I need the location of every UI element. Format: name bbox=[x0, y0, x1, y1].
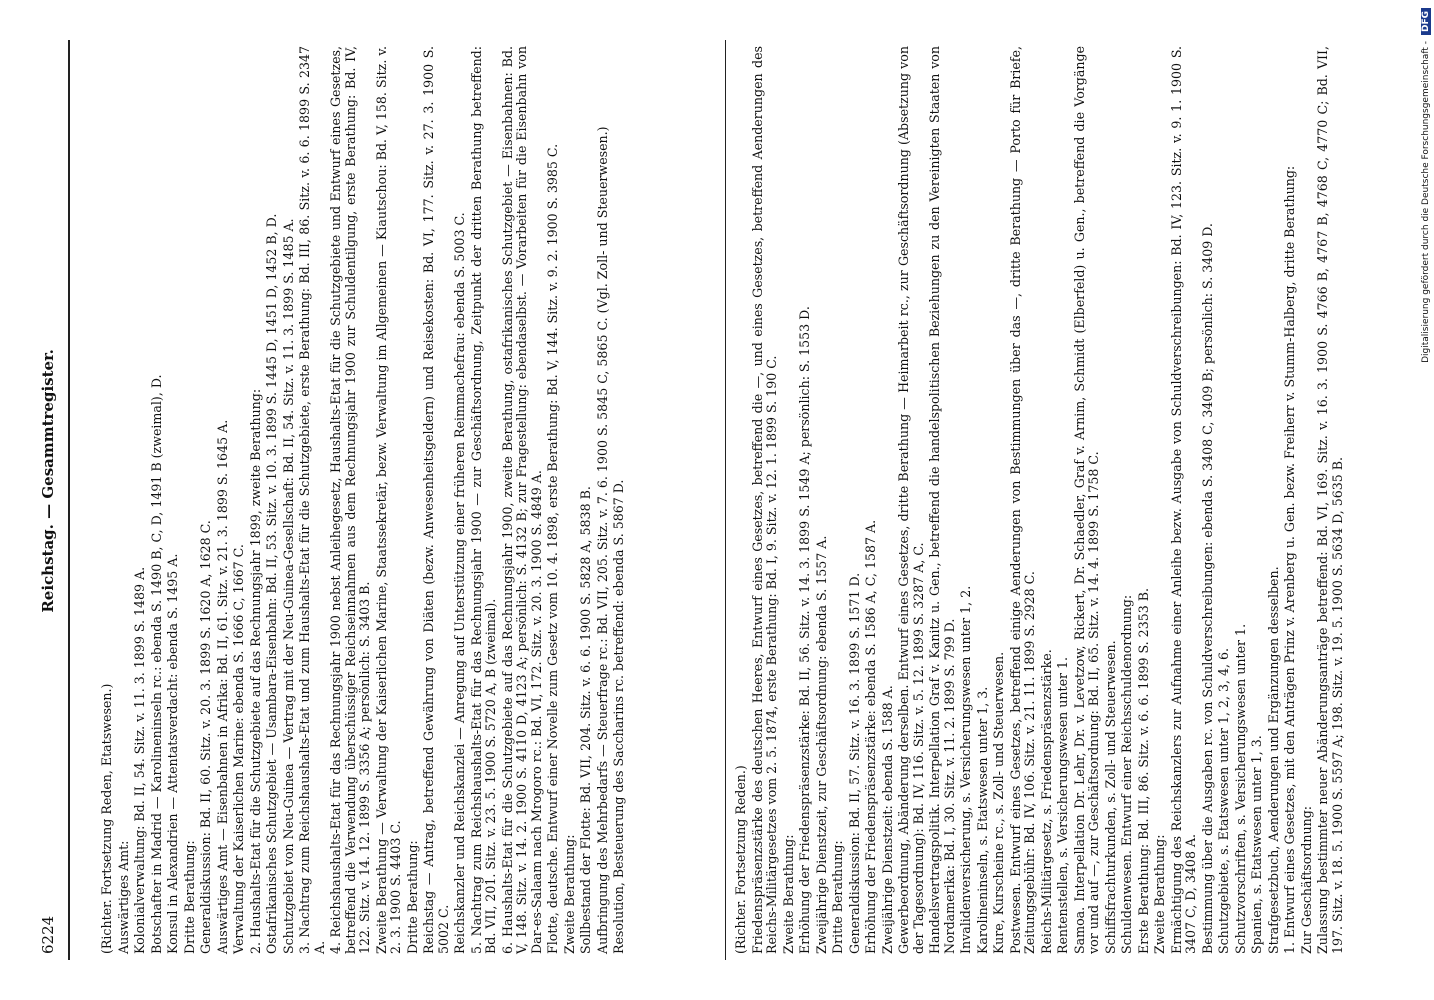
register-entry: Schuldenwesen. Entwurf einer Reichsschuldenordnung: bbox=[1119, 594, 1134, 954]
register-entry: Ostafrikanisches Schutzgebiet — Usambara-Eisenbahn: Bd. II, 53. Sitz. v. 10. 3. 1899 S. 1445 D, 1451 D, 1452 B, D. bbox=[264, 213, 279, 954]
register-entry: Zur Geschäftsordnung: bbox=[1298, 805, 1314, 954]
right-column bbox=[726, 40, 1360, 960]
register-entry: Zweite Berathung: bbox=[561, 834, 577, 954]
register-entry: Sollbestand der Flotte: Bd. VII, 204. Sitz. v. 6. 6. 1900 S. 5828 A, 5838 B. bbox=[578, 486, 593, 954]
register-entry: Zulassung bestimmter neuer Abänderungsanträge betreffend: Bd. VI, 169. Sitz. v. 16. 3. 1900 S. 4766 B, 4767 B, 4768 C, 4770 C; Bd. VII, 197. Sitz. v. 18. 5. 1900 S. 5597 A; 198. Sitz. v. 19. 5. 1900 S. 5634 D, 5635 B. bbox=[1315, 46, 1345, 954]
register-columns bbox=[92, 40, 1360, 960]
register-entry: Zweite Berathung: bbox=[1152, 834, 1167, 954]
register-entry: 2. Haushalts-Etat für die Schutzgebiete auf das Rechnungsjahr 1899, zweite Berathung: bbox=[247, 388, 263, 954]
digitization-text: Digitalisierung gefördert durch die Deutsche Forschungsgemeinschaft - bbox=[1421, 41, 1431, 363]
register-entry: Zweijährige Dienstzeit, zur Geschäftsordnung: ebenda S. 1557 A. bbox=[813, 535, 829, 954]
register-entry: Postwesen. Entwurf eines Gesetzes, betreffend einige Aenderungen von Bestimmungen über das —, dritte Berathung — Porto für Briefe, Zeitungsgebühr: Bd. IV, 106. Sitz. v. 21. 11. 1899 S. 2928 C. bbox=[1007, 46, 1037, 954]
register-entry: Verwaltung der Kaiserlichen Marine: ebenda S. 1666 C, 1667 C. bbox=[231, 544, 246, 954]
register-entry: Generaldiskussion: Bd. II, 57. Sitz. v. 16. 3. 1899 S. 1571 D. bbox=[846, 572, 862, 954]
register-entry: Rentenstellen, s. Versicherungswesen unter 1. bbox=[1055, 656, 1070, 954]
register-entry: Strafgesetzbuch, Aenderungen und Ergänzungen desselben. bbox=[1265, 566, 1281, 954]
register-entry: Generaldiskussion: Bd. II, 60. Sitz. v. 20. 3. 1899 S. 1620 A, 1628 C. bbox=[198, 520, 213, 954]
register-entry: Zweite Berathung — Verwaltung der Kaiserlichen Marine, Staatssekretär, bezw. Verwaltung im Allgemeinen — Kiautschou: Bd. V, 158. Sitz. v. 2. 3. 1900 S. 4403 C. bbox=[373, 46, 403, 954]
register-entry: Zweite Berathung: bbox=[780, 834, 796, 954]
register-entry: Erhöhung der Friedenspräsenzstärke: Bd. II, 56. Sitz. v. 14. 3. 1899 S. 1549 A; persönlich: S. 1553 D. bbox=[797, 306, 812, 954]
register-entry: Reichskanzler und Reichskanzlei — Anregung auf Unterstützung einer früheren Reimmachefrau: ebenda S. 5003 C. bbox=[452, 212, 467, 954]
register-entry: Samoa. Interpellation Dr. Lehr, Dr. v. Levetzow, Rickert, Dr. Schaedler, Graf v. Arnim, Schmidt (Elberfeld) u. Gen., betreffend die Vorgänge vor und auf —, zur Geschäftsordnung: Bd. II, 65. Sitz. v. 14. 4. 1899 S. 1758 C. bbox=[1071, 46, 1101, 954]
register-entry: Gewerbeordnung, Abänderung derselben. Entwurf eines Gesetzes, dritte Berathung — Heimarbeit rc., zur Geschäftsordnung (Absetzung von der Tagesordnung): Bd. IV, 116. Sitz. v. 5. 12. 1899 S. 3287 A, C. bbox=[896, 46, 926, 954]
register-entry: Kure, Kurscheine rc., s. Zoll- und Steuerwesen. bbox=[991, 651, 1006, 954]
register-entry: Friedenspräsenzstärke des deutschen Heeres, Entwurf eines Gesetzes, betreffend die —, und eines Gesetzes, betreffend Aenderungen des Reichs-Militärgesetzes vom 2. 5. 1874, erste Berathung: Bd. I, 9. Sitz. v. 12. 1. 1899 S. 190 C. bbox=[749, 46, 779, 954]
register-entry: (Richter. Fortsetzung Reden.) bbox=[733, 765, 748, 954]
left-column bbox=[92, 40, 726, 960]
page-header bbox=[28, 40, 70, 960]
digitization-note bbox=[1418, 0, 1434, 1000]
register-entry: Karolineninseln, s. Etatswesen unter 1, 3. bbox=[974, 686, 990, 954]
dfg-logo: DFG bbox=[1421, 8, 1431, 35]
page-number: 6224 bbox=[39, 915, 57, 954]
register-entry: Bestimmung über die Ausgaben rc. von Schuldverschreibungen: ebenda S. 3408 C, 3409 B; persönlich: S. 3409 D. bbox=[1199, 223, 1215, 954]
register-entry: Schutzgebiete, s. Etatswesen unter 1, 2, 3, 4, 6. bbox=[1216, 647, 1231, 954]
register-entry: 6. Haushalts-Etat für die Schutzgebiete auf das Rechnungsjahr 1900, zweite Berathung, ostafrikanisches Schutzgebiet — Eisenbahnen: Bd. V, 148. Sitz. v. 14. 2. 1900 S. 4110 D, 4123 A; persönlich: S. 4132 B; zur Fragestellung: ebendaselbst. — Vorarbeiten für die Eisenbahn von Dar-es-Salaam nach Mrogoro rc.: Bd. VI, 172. Sitz. v. 20. 3. 1900 S. 4849 A. bbox=[499, 46, 544, 954]
register-entry: Erste Berathung: Bd. III, 86. Sitz. v. 6. 6. 1899 S. 2353 B. bbox=[1135, 588, 1151, 954]
register-entry: Botschafter in Madrid — Karolineninseln rc.: ebenda S. 1490 B, C, D, 1491 B (zweimal), D. bbox=[148, 374, 164, 954]
register-entry: Reichs-Militärgesetz, s. Friedenspräsenzstärke. bbox=[1038, 649, 1054, 954]
register-entry: Schutzvorschriften, s. Versicherungswesen unter 1. bbox=[1232, 623, 1248, 954]
register-entry: Spanien, s. Etatswesen unter 1, 3. bbox=[1249, 735, 1264, 954]
register-entry: Dritte Berathung: bbox=[830, 840, 845, 954]
register-entry: Aufbringung des Mehrbedarfs — Steuerfrage rc.: Bd. VII, 205. Sitz. v. 7. 6. 1900 S. 5845 C, 5865 C. (Vgl. Zoll- und Steuerwesen.) bbox=[594, 126, 610, 954]
page-title: Reichstag. — Gesammtregister. bbox=[39, 349, 57, 613]
register-entry: Erhöhung der Friedenspräsenzstärke: ebenda S. 1586 A, C, 1587 A. bbox=[863, 519, 878, 954]
register-entry: (Richter. Fortsetzung Reden, Etatswesen.) bbox=[99, 683, 114, 954]
register-entry: Handelsvertragspolitik. Interpellation Graf v. Kanitz u. Gen., betreffend die handelspolitischen Beziehungen zu den Vereinigten Staaten von Nordamerika: Bd. I, 30. Sitz. v. 11. 2. 1899 S. 799 D. bbox=[927, 46, 957, 954]
register-entry: Schutzgebiet von Neu-Guinea — Vertrag mit der Neu-Guinea-Gesellschaft: Bd. II, 54. Sitz. v. 11. 3. 1899 S. 1485 A. bbox=[280, 218, 296, 954]
register-entry: Konsul in Alexandrien — Attentatsverdacht: ebenda S. 1495 A. bbox=[165, 553, 180, 954]
register-entry: Zweijährige Dienstzeit: ebenda S. 1588 A. bbox=[879, 685, 895, 954]
register-entry: Auswärtiges Amt: bbox=[115, 840, 131, 954]
register-entry: Auswärtiges Amt — Eisenbahnen in Afrika: Bd. II, 61. Sitz. v. 21. 3. 1899 S. 1645 A. bbox=[214, 419, 230, 954]
register-entry: Dritte Berathung: bbox=[181, 840, 197, 954]
register-entry: Ermächtigung des Reichskanzlers zur Aufnahme einer Anleihe bezw. Ausgabe von Schuldverschreibungen: Bd. IV, 123. Sitz. v. 9. 1. 1900 S. 3407 C, D, 3408 A. bbox=[1168, 46, 1198, 954]
register-entry: Dritte Berathung: bbox=[404, 840, 420, 954]
register-entry: 4. Reichshaushalts-Etat für das Rechnungsjahr 1900 nebst Anleihegesetz, Haushalts-Etat für die Schutzgebiete und Entwurf eines Gesetzes, betreffend die Verwendung überschüssiger Reichseinnahmen aus dem Rechnungsjahr 1900 zur Schuldentilgung, erste Berathung: Bd. IV, 122. Sitz. v. 14. 12. 1899 S. 3356 A; persönlich: S. 3403 B. bbox=[328, 46, 372, 954]
register-entry: Invalidenversicherung, s. Versicherungswesen unter 1, 2. bbox=[958, 585, 973, 954]
register-entry: Resolution, Besteuerung des Saccharins rc. betreffend: ebenda S. 5867 D. bbox=[611, 479, 626, 954]
register-entry: 5. Nachtrag zum Reichshaushalts-Etat für das Rechnungsjahr 1900 — zur Geschäftsordnung, Zeitpunkt der dritten Berathung betreffend: Bd. VII, 201. Sitz. v. 23. 5. 1900 S. 5720 A, B (zweimal). bbox=[468, 46, 498, 954]
register-entry: Kolonialverwaltung: Bd. II, 54. Sitz. v. 11. 3. 1899 S. 1489 A. bbox=[132, 566, 147, 954]
register-entry: Reichstag — Antrag, betreffend Gewährung von Diäten (bezw. Anwesenheitsgeldern) und Reisekosten: Bd. VI, 177. Sitz. v. 27. 3. 1900 S. 5002 C. bbox=[421, 46, 451, 954]
register-entry: Flotte, deutsche. Entwurf einer Novelle zum Gesetz vom 10. 4. 1898, erste Berathung: Bd. V, 144. Sitz. v. 9. 2. 1900 S. 3985 C. bbox=[545, 143, 560, 954]
register-entry: Schiffsfrachturkunden, s. Zoll- und Steuerwesen. bbox=[1102, 640, 1118, 954]
register-entry: 3. Nachtrag zum Reichshaushalts-Etat und zum Haushalts-Etat für die Schutzgebiete, erste Berathung: Bd. III, 86. Sitz. v. 6. 6. 1899 S. 2347 A. bbox=[297, 46, 327, 954]
register-entry: 1. Entwurf eines Gesetzes, mit den Anträgen Prinz v. Arenberg u. Gen. bezw. Freiherr v. Stumm-Halberg, dritte Berathung: bbox=[1282, 165, 1297, 954]
